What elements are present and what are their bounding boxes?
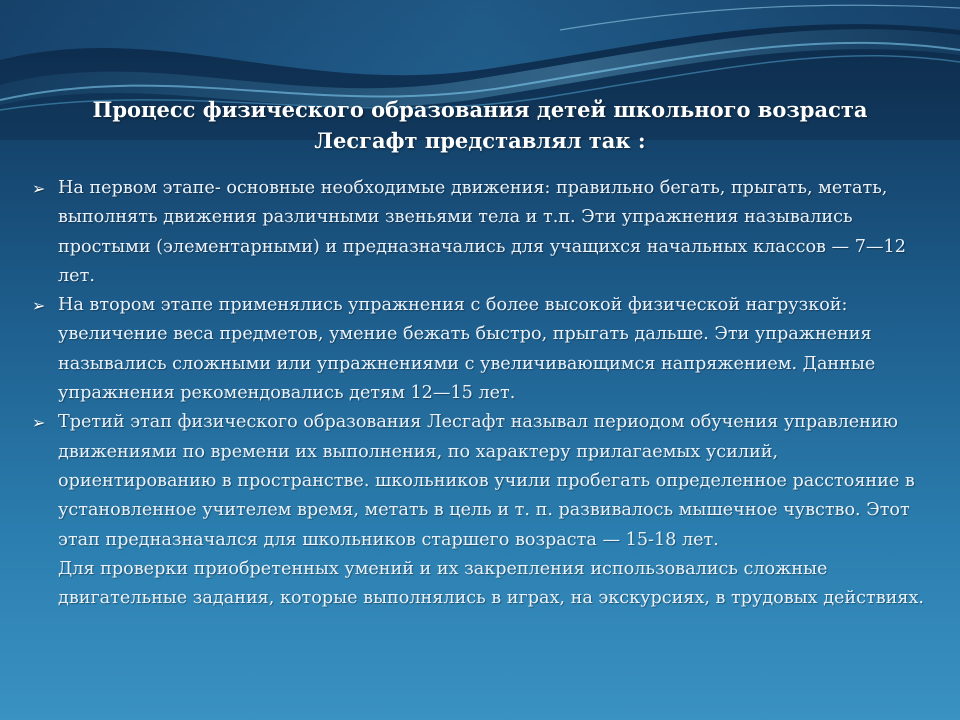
bullet-text: На первом этапе- основные необходимые движения: правильно бегать, прыгать, метать, выполнять движения различными звеньями тела и т.п. Эти упражнения назывались простыми (элементарными) и предназначались для учащихся начальных классов — 7—12 лет.	[58, 178, 906, 286]
slide-body	[32, 174, 928, 613]
bullet-text: На втором этапе применялись упражнения с более высокой физической нагрузкой: увеличение веса предметов, умение бежать быстро, прыгать дальше. Эти упражнения назывались сложными или упражнениями с увеличивающимся напряжением. Данные упражнения рекомендовались детям 12—15 лет.	[58, 295, 876, 404]
bullet-text: Третий этап физического образования Лесгафт называл периодом обучения управлению движениями по времени их выполнения, по характеру прилагаемых усилий, ориентированию в пространстве. школьников учили пробегать определенное расстояние в установленное учителем время, метать в цель и т. п. развивалось мышечное чувство. Этот этап предназначался для школьников старшего возраста — 15-18 лет.	[58, 412, 915, 550]
bullet-item	[32, 174, 928, 291]
bullet-item	[32, 291, 928, 408]
arrow-bullet-icon: ➢	[32, 296, 46, 316]
arrow-bullet-icon: ➢	[32, 413, 46, 433]
arrow-bullet-icon: ➢	[32, 179, 46, 198]
slide-title	[40, 94, 920, 156]
bullet-item	[32, 408, 928, 554]
closing-paragraph: Для проверки приобретенных умений и их закрепления использовались сложные двигательные задания, которые выполнялись в играх, на экскурсиях, в трудовых действиях.	[58, 558, 924, 609]
slide-title-line-1: Процесс физического образования детей школьного возраста	[92, 97, 868, 122]
slide-title-line-2: Лесгафт представлял так :	[314, 128, 646, 153]
